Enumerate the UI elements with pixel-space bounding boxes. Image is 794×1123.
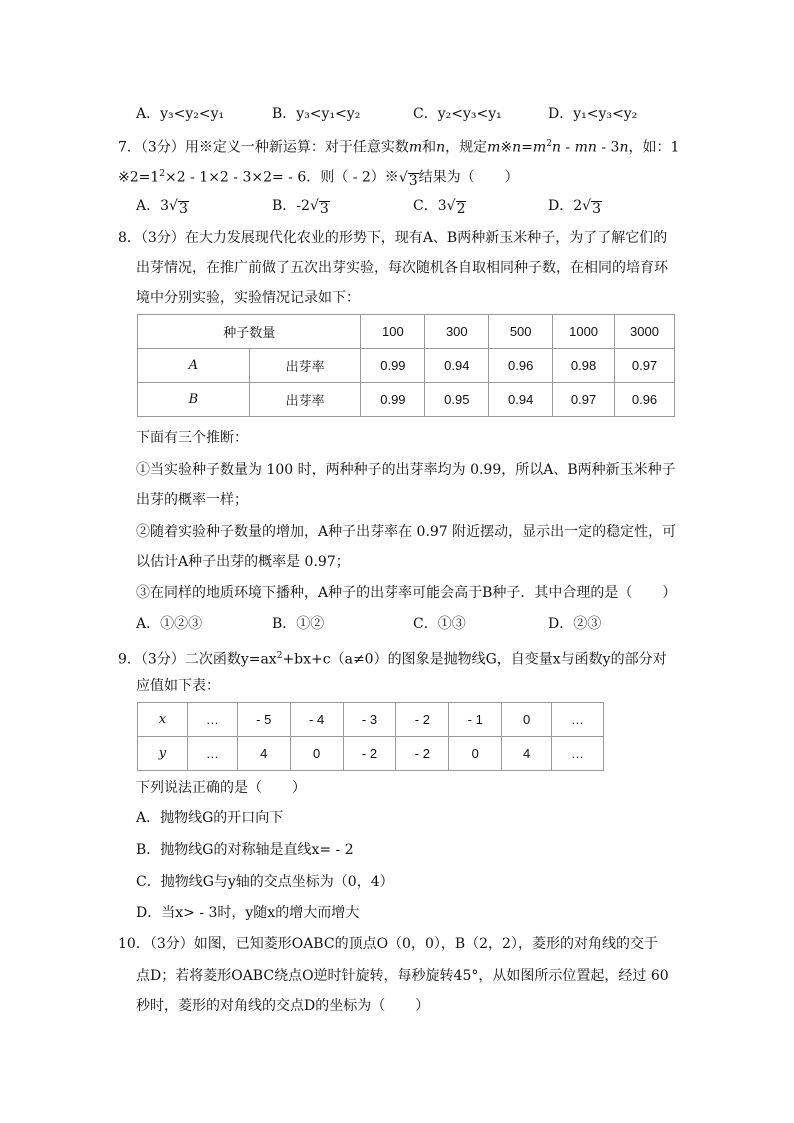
table-row bbox=[138, 349, 675, 383]
table-row bbox=[138, 737, 604, 771]
q8-inference-3: ③在同样的地质环境下播种，A种子的出芽率可能会高于B种子．其中合理的是（ ） bbox=[136, 585, 677, 601]
q8-option-d: D．②③ bbox=[548, 616, 602, 632]
q8-inference-1a: ①当实验种子数量为 100 时，两种种子的出芽率均为 0.99，所以A、B两种新玉米种子 bbox=[136, 462, 676, 478]
count-cell: 1000 bbox=[553, 315, 615, 349]
rate-cell: 0.94 bbox=[425, 349, 489, 383]
q8-option-a: A．①②③ bbox=[136, 616, 203, 632]
y-cell: 0 bbox=[290, 737, 343, 771]
count-cell: 100 bbox=[361, 315, 425, 349]
table-row bbox=[138, 703, 604, 737]
q9-line-1: 9．（3分）二次函数$y=ax^2+bx+c(a\ne 0)$的图象是抛物线G，自变量x与函数y的部分对 bbox=[118, 651, 667, 668]
q7-option-b: B．-2 √ 3 bbox=[272, 198, 329, 217]
y-cell: - 2 bbox=[396, 737, 449, 771]
q9-option-b: B．抛物线G的对称轴是直线x= - 2 bbox=[136, 842, 354, 858]
q9-option-d: D．当x> - 3时，y随x的增大而增大 bbox=[136, 905, 360, 921]
seed-name-cell: B bbox=[138, 383, 250, 417]
seed-name-cell: A bbox=[138, 349, 250, 383]
q8-inference-1b: 出芽的概率一样； bbox=[136, 492, 248, 508]
q7-option-a: A．3 √ 3 bbox=[136, 198, 188, 217]
q7-option-c: C．3 √ 2 bbox=[413, 198, 466, 217]
q10-line-3: 秒时，菱形的对角线的交点D的坐标为（ ） bbox=[136, 998, 430, 1014]
table-row bbox=[138, 383, 675, 417]
xy-table bbox=[137, 702, 604, 771]
y-label-cell: y bbox=[138, 737, 188, 771]
x-cell: - 4 bbox=[290, 703, 343, 737]
q6-option-c: C．y₂<y₃<y₁ bbox=[413, 106, 502, 122]
rate-cell: 0.96 bbox=[489, 349, 553, 383]
q8-inference-2b: 以估计A种子出芽的概率是 0.97； bbox=[136, 554, 350, 570]
rate-cell: 0.97 bbox=[553, 383, 615, 417]
y-cell: … bbox=[552, 737, 604, 771]
y-cell: 4 bbox=[502, 737, 552, 771]
rate-cell: 0.99 bbox=[361, 383, 425, 417]
x-cell: … bbox=[552, 703, 604, 737]
q8-option-c: C．①③ bbox=[413, 616, 466, 632]
rate-cell: 0.95 bbox=[425, 383, 489, 417]
rate-cell: 0.97 bbox=[615, 349, 675, 383]
count-cell: 3000 bbox=[615, 315, 675, 349]
rate-label-cell: 出芽率 bbox=[249, 383, 361, 417]
q8-line-3: 境中分别实验，实验情况记录如下： bbox=[136, 290, 360, 306]
y-cell: 0 bbox=[449, 737, 502, 771]
rate-cell: 0.96 bbox=[615, 383, 675, 417]
q9-option-a: A．抛物线G的开口向下 bbox=[136, 810, 284, 826]
count-cell: 500 bbox=[489, 315, 553, 349]
q6-option-a: A．y₃<y₂<y₁ bbox=[136, 106, 225, 122]
count-cell: 300 bbox=[425, 315, 489, 349]
q7-line-2: $※2=1^2\times 2 - 1\times 2 - 3\times 2= - 6$．则（ - 2）※ √ 3 结果为（ ） bbox=[118, 169, 519, 189]
q7-option-d: D．2 √ 3 bbox=[548, 198, 601, 217]
x-cell: - 1 bbox=[449, 703, 502, 737]
q9-prompt: 下列说法正确的是（ ） bbox=[136, 780, 306, 796]
q8-option-b: B．①② bbox=[272, 616, 325, 632]
q6-option-d: D．y₁<y₃<y₂ bbox=[548, 106, 638, 122]
q8-line-2: 出芽情况，在推广前做了五次出芽实验，每次随机各自取相同种子数，在相同的培育环 bbox=[136, 260, 668, 276]
y-cell: - 2 bbox=[343, 737, 396, 771]
x-cell: 0 bbox=[502, 703, 552, 737]
table-row bbox=[138, 315, 675, 349]
x-cell: … bbox=[187, 703, 237, 737]
q8-inference-2a: ②随着实验种子数量的增加，A种子出芽率在 0.97 附近摆动，显示出一定的稳定性，可 bbox=[136, 524, 677, 540]
x-cell: - 2 bbox=[396, 703, 449, 737]
rate-cell: 0.94 bbox=[489, 383, 553, 417]
x-cell: - 5 bbox=[237, 703, 290, 737]
x-label-cell: x bbox=[138, 703, 188, 737]
y-cell: 4 bbox=[237, 737, 290, 771]
q7-line-1: 7．（3分）用※定义一种新运算：对于任意实数m和n，规定$m※n=m^2n$ - mn - 3n，如：1 bbox=[118, 139, 680, 156]
q10-line-2: 点D；若将菱形OABC绕点O逆时针旋转，每秒旋转45°，从如图所示位置起，经过 60 bbox=[136, 968, 669, 984]
q6-option-b: B．y₃<y₁<y₂ bbox=[272, 106, 361, 122]
x-cell: - 3 bbox=[343, 703, 396, 737]
rate-cell: 0.99 bbox=[361, 349, 425, 383]
rate-cell: 0.98 bbox=[553, 349, 615, 383]
q8-inference-intro: 下面有三个推断： bbox=[136, 430, 248, 446]
seed-count-header: 种子数量 bbox=[138, 315, 361, 349]
q8-line-1: 8．（3分）在大力发展现代化农业的形势下，现有A、B两种新玉米种子，为了了解它们的 bbox=[118, 230, 668, 246]
seed-table bbox=[137, 314, 675, 417]
q9-line-2: 应值如下表： bbox=[136, 678, 220, 694]
rate-label-cell: 出芽率 bbox=[249, 349, 361, 383]
q10-line-1: 10．（3分）如图，已知菱形OABC的顶点O（0，0），B（2，2），菱形的对角线的交于 bbox=[118, 936, 658, 952]
y-cell: … bbox=[187, 737, 237, 771]
q9-option-c: C．抛物线G与y轴的交点坐标为（0，4） bbox=[136, 874, 394, 890]
